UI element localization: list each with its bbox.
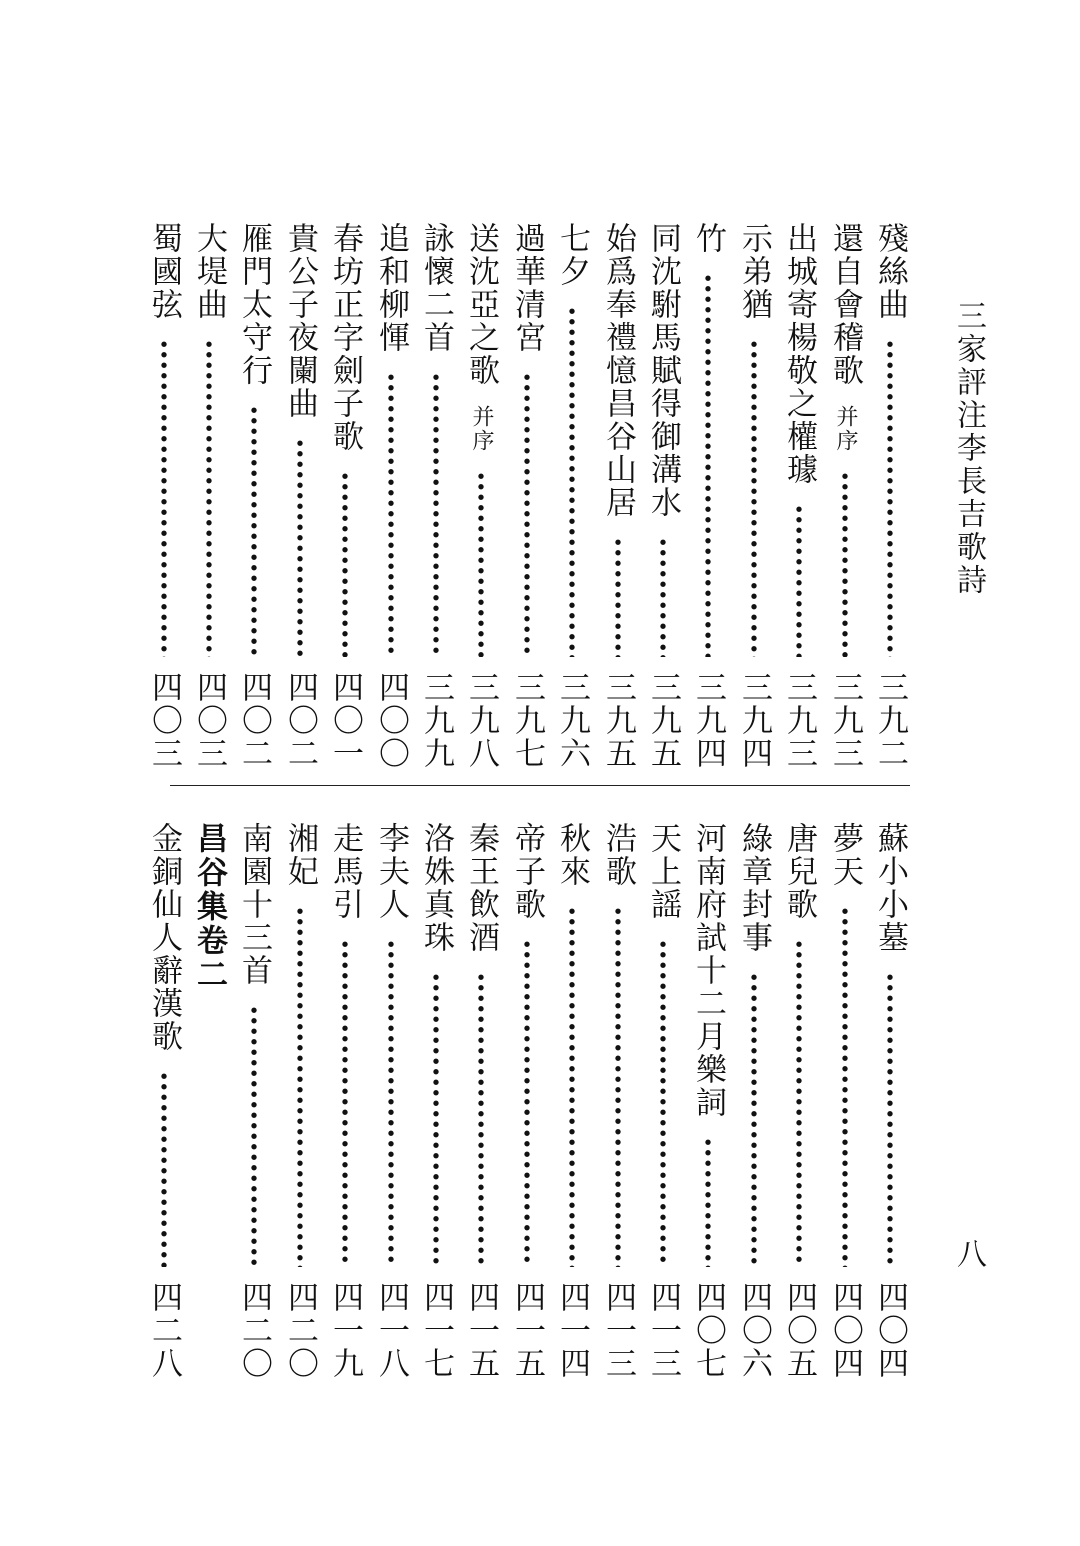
toc-entry <box>232 822 276 1380</box>
toc-entry-title: 湘妃 <box>282 822 318 888</box>
toc-entry-title: 大堤曲 <box>191 222 227 321</box>
toc-entry-title: 殘絲曲 <box>872 222 908 321</box>
dot-leader <box>414 372 458 657</box>
toc-page-number: 三九五 <box>645 671 681 770</box>
toc-page-number: 三九三 <box>781 671 817 770</box>
folio-page-number: 八 <box>951 1238 986 1268</box>
dot-leader <box>323 471 367 657</box>
toc-entry <box>369 222 413 770</box>
toc-entry <box>369 822 413 1380</box>
toc-entry <box>505 222 549 770</box>
toc-page-number: 四二〇 <box>282 1281 318 1380</box>
toc-entry-title: 秋來 <box>554 822 590 888</box>
toc-entry-title: 春坊正字劍子歌 <box>327 222 363 453</box>
toc-entry-title: 送沈亞之歌 <box>463 222 499 387</box>
toc-entry-title: 還自會稽歌 <box>827 222 863 387</box>
dot-leader <box>505 372 549 657</box>
toc-page-number: 三九三 <box>827 671 863 770</box>
toc-entry-title: 同沈駙馬賦得御溝水 <box>645 222 681 519</box>
toc-entry <box>142 222 186 770</box>
dot-leader <box>459 471 503 657</box>
toc-entry-title: 蘇小小墓 <box>872 822 908 954</box>
dot-leader <box>459 972 503 1267</box>
toc-page-number: 四一三 <box>600 1281 636 1380</box>
dot-leader <box>732 972 776 1267</box>
dot-leader <box>686 273 730 657</box>
dot-leader <box>641 939 685 1267</box>
toc-page-number: 四一五 <box>509 1281 545 1380</box>
toc-entry-title: 示弟猶 <box>736 222 772 321</box>
toc-page-number: 四一四 <box>554 1281 590 1380</box>
toc-entry <box>641 822 685 1380</box>
toc-entry-title: 金銅仙人辭漢歌 <box>146 822 182 1053</box>
toc-page-number: 四〇四 <box>827 1281 863 1380</box>
dot-leader <box>823 471 867 657</box>
toc-page-number: 四〇〇 <box>373 671 409 770</box>
toc-entry <box>732 822 776 1380</box>
toc-entry-title: 過華清宮 <box>509 222 545 354</box>
toc-entry-title: 李夫人 <box>373 822 409 921</box>
toc-entry <box>505 822 549 1380</box>
toc-entry-title: 夢天 <box>827 822 863 888</box>
toc-entry <box>732 222 776 770</box>
toc-entry <box>323 822 367 1380</box>
dot-leader <box>550 306 594 657</box>
toc-entry <box>323 222 367 770</box>
toc-entry <box>596 822 640 1380</box>
toc-entry <box>641 222 685 770</box>
toc-entry <box>868 222 912 770</box>
section-heading-title: 昌谷集卷二 <box>191 822 227 992</box>
toc-entry-title: 浩歌 <box>600 822 636 888</box>
toc-entry <box>868 822 912 1380</box>
dot-leader <box>868 972 912 1267</box>
toc-entry <box>414 222 458 770</box>
toc-page-number: 三九六 <box>554 671 590 770</box>
toc-page-number: 三九二 <box>872 671 908 770</box>
toc-entry <box>187 222 231 770</box>
toc-entry-title: 竹 <box>690 222 726 255</box>
toc-entry <box>777 822 821 1380</box>
dot-leader <box>278 906 322 1267</box>
toc-page-number: 四〇一 <box>327 671 363 770</box>
dot-leader <box>550 906 594 1267</box>
toc-page-number: 四〇四 <box>872 1281 908 1380</box>
toc-entry <box>686 822 730 1380</box>
toc-entry-title: 雁門太守行 <box>236 222 272 387</box>
toc-entry-title: 天上謡 <box>645 822 681 921</box>
toc-page-number: 四二八 <box>146 1281 182 1380</box>
dot-leader <box>777 939 821 1267</box>
toc-entry-title: 河南府試十二月樂詞 <box>690 822 726 1119</box>
dot-leader <box>369 939 413 1267</box>
toc-page-number: 四〇二 <box>236 671 272 770</box>
toc-page-number: 四〇六 <box>736 1281 772 1380</box>
toc-entry <box>142 822 186 1380</box>
toc-page-number: 三九四 <box>690 671 726 770</box>
toc-entry-title: 走馬引 <box>327 822 363 921</box>
toc-entry-note: 并序 <box>833 405 858 453</box>
toc-page-number: 四一七 <box>418 1281 454 1380</box>
dot-leader <box>232 405 276 657</box>
dot-leader <box>323 939 367 1267</box>
toc-entry <box>232 222 276 770</box>
toc-page-number: 三九五 <box>600 671 636 770</box>
toc-entry-title: 出城寄楊敬之權璩 <box>781 222 817 486</box>
dot-leader <box>232 1005 276 1267</box>
toc-page-number: 四一五 <box>463 1281 499 1380</box>
dot-leader <box>686 1137 730 1267</box>
toc-entry <box>550 222 594 770</box>
toc-page-number: 四〇二 <box>282 671 318 770</box>
dot-leader <box>596 906 640 1267</box>
dot-leader <box>187 339 231 657</box>
toc-entry <box>459 822 503 1380</box>
toc-section-heading <box>187 822 231 1380</box>
toc-page-number: 三九八 <box>463 671 499 770</box>
toc-page-number: 四〇三 <box>191 671 227 770</box>
toc-page-number: 三九四 <box>736 671 772 770</box>
toc-page-number: 四〇三 <box>146 671 182 770</box>
toc-entry-title: 綠章封事 <box>736 822 772 954</box>
toc-entry <box>278 222 322 770</box>
toc-entry <box>596 222 640 770</box>
section-divider <box>170 785 910 786</box>
dot-leader <box>732 339 776 657</box>
toc-page-number: 四二〇 <box>236 1281 272 1380</box>
toc-entry <box>686 222 730 770</box>
toc-page-number: 四〇五 <box>781 1281 817 1380</box>
dot-leader <box>505 939 549 1267</box>
toc-entry-title: 貴公子夜闌曲 <box>282 222 318 420</box>
toc-entry <box>459 222 503 770</box>
running-title: 三家評注李長吉歌詩 <box>951 300 986 597</box>
toc-page-number: 四一八 <box>373 1281 409 1380</box>
toc-entry-title: 唐兒歌 <box>781 822 817 921</box>
toc-entry-title: 詠懷二首 <box>418 222 454 354</box>
dot-leader <box>142 339 186 657</box>
toc-entry <box>414 822 458 1380</box>
dot-leader <box>641 537 685 657</box>
toc-page-number: 四〇七 <box>690 1281 726 1380</box>
dot-leader <box>142 1071 186 1267</box>
toc-entry-title: 帝子歌 <box>509 822 545 921</box>
dot-leader <box>369 372 413 657</box>
toc-entry-title: 南園十三首 <box>236 822 272 987</box>
toc-entry <box>278 822 322 1380</box>
dot-leader <box>777 504 821 657</box>
toc-entry-title: 始爲奉禮憶昌谷山居 <box>600 222 636 519</box>
toc-entry-note: 并序 <box>469 405 494 453</box>
toc-entry <box>550 822 594 1380</box>
toc-entry <box>823 222 867 770</box>
toc-entry-title: 洛姝真珠 <box>418 822 454 954</box>
toc-entry-title: 七夕 <box>554 222 590 288</box>
toc-page-number: 四一三 <box>645 1281 681 1380</box>
toc-page-number: 三九七 <box>509 671 545 770</box>
dot-leader <box>868 339 912 657</box>
dot-leader <box>278 438 322 657</box>
toc-page-number: 三九九 <box>418 671 454 770</box>
toc-entry-title: 蜀國弦 <box>146 222 182 321</box>
toc-entry <box>823 822 867 1380</box>
toc-page-number: 四一九 <box>327 1281 363 1380</box>
toc-entry <box>777 222 821 770</box>
toc-entry-title: 追和柳惲 <box>373 222 409 354</box>
dot-leader <box>596 537 640 657</box>
dot-leader <box>414 972 458 1267</box>
dot-leader <box>823 906 867 1267</box>
toc-entry-title: 秦王飲酒 <box>463 822 499 954</box>
